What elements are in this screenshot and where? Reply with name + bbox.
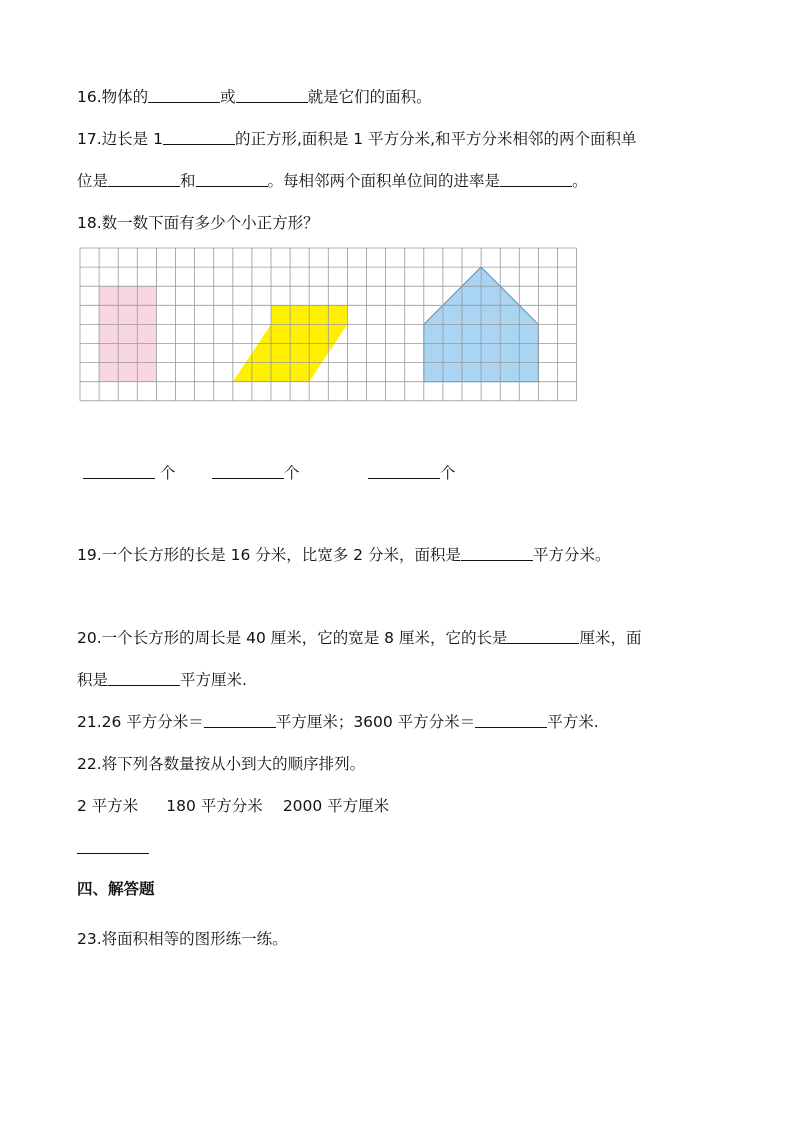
q20-text-2: 厘米，面 xyxy=(579,629,642,647)
q16-text-3: 就是它们的面积。 xyxy=(307,88,432,106)
answer-blank[interactable] xyxy=(500,172,572,187)
q16-text-1: 16.物体的 xyxy=(77,88,149,106)
question-22 xyxy=(77,754,365,774)
quantity-item: 180 平方分米 xyxy=(166,797,263,815)
answer-1 xyxy=(83,463,175,483)
answer-blank[interactable] xyxy=(475,713,547,728)
q20-text-3: 积是 xyxy=(77,671,109,689)
grid-svg xyxy=(79,247,578,402)
answer-3 xyxy=(368,463,456,483)
q18-text: 18.数一数下面有多少个小正方形？ xyxy=(77,214,319,232)
section-heading xyxy=(77,879,155,899)
question-20-line-2 xyxy=(77,670,247,690)
q22-text: 22.将下列各数量按从小到大的顺序排列。 xyxy=(77,755,366,773)
q21-text-3: 平方米. xyxy=(547,713,599,731)
answer-blank[interactable] xyxy=(148,88,220,103)
q17-text-2: 的正方形,面积是 1 平方分米,和平方分米相邻的两个面积单 xyxy=(234,130,637,148)
question-23 xyxy=(77,929,288,949)
answer-blank[interactable] xyxy=(204,713,276,728)
question-20-line-1 xyxy=(77,628,641,648)
answer-blank[interactable] xyxy=(368,464,440,479)
quantity-list xyxy=(77,796,389,816)
unit-label: 个 xyxy=(440,464,456,482)
question-17-line-2 xyxy=(77,171,588,191)
answer-blank[interactable] xyxy=(461,546,533,561)
quantity-item: 2 平方米 xyxy=(77,797,139,815)
q22-answer-row xyxy=(77,838,149,858)
answer-blank[interactable] xyxy=(196,172,268,187)
answer-blank[interactable] xyxy=(163,130,235,145)
question-16 xyxy=(77,87,432,107)
q17-text-6: 。 xyxy=(572,172,588,190)
q20-text-4: 平方厘米. xyxy=(180,671,247,689)
square-grid-figure xyxy=(79,247,578,406)
answer-2 xyxy=(212,463,300,483)
section-title: 四、解答题 xyxy=(77,880,155,898)
answer-blank[interactable] xyxy=(236,88,308,103)
answer-blank[interactable] xyxy=(212,464,284,479)
answer-blank[interactable] xyxy=(108,671,180,686)
question-21 xyxy=(77,712,599,732)
q20-text-1: 20.一个长方形的周长是 40 厘米，它的宽是 8 厘米，它的长是 xyxy=(77,629,508,647)
answer-blank[interactable] xyxy=(507,629,579,644)
q17-text-3: 位是 xyxy=(77,172,109,190)
pink-rectangle xyxy=(99,286,156,382)
q17-text-5: 。每相邻两个面积单位间的进率是 xyxy=(267,172,501,190)
question-18 xyxy=(77,213,319,233)
answer-blank[interactable] xyxy=(83,464,155,479)
q17-text-1: 17.边长是 1 xyxy=(77,130,163,148)
unit-label: 个 xyxy=(284,464,300,482)
q16-text-2: 或 xyxy=(220,88,236,106)
answer-blank[interactable] xyxy=(77,839,149,854)
question-17-line-1 xyxy=(77,129,637,149)
question-19 xyxy=(77,545,610,565)
q19-text-2: 平方分米。 xyxy=(532,546,611,564)
q17-text-4: 和 xyxy=(180,172,196,190)
q23-text: 23.将面积相等的图形练一练。 xyxy=(77,930,288,948)
unit-label: 个 xyxy=(159,464,176,482)
q21-text-1: 21.26 平方分米＝ xyxy=(77,713,204,731)
q19-text-1: 19.一个长方形的长是 16 分米，比宽多 2 分米，面积是 xyxy=(77,546,461,564)
q21-text-2: 平方厘米；3600 平方分米＝ xyxy=(275,713,476,731)
quantity-item: 2000 平方厘米 xyxy=(282,797,390,815)
answer-blank[interactable] xyxy=(108,172,180,187)
